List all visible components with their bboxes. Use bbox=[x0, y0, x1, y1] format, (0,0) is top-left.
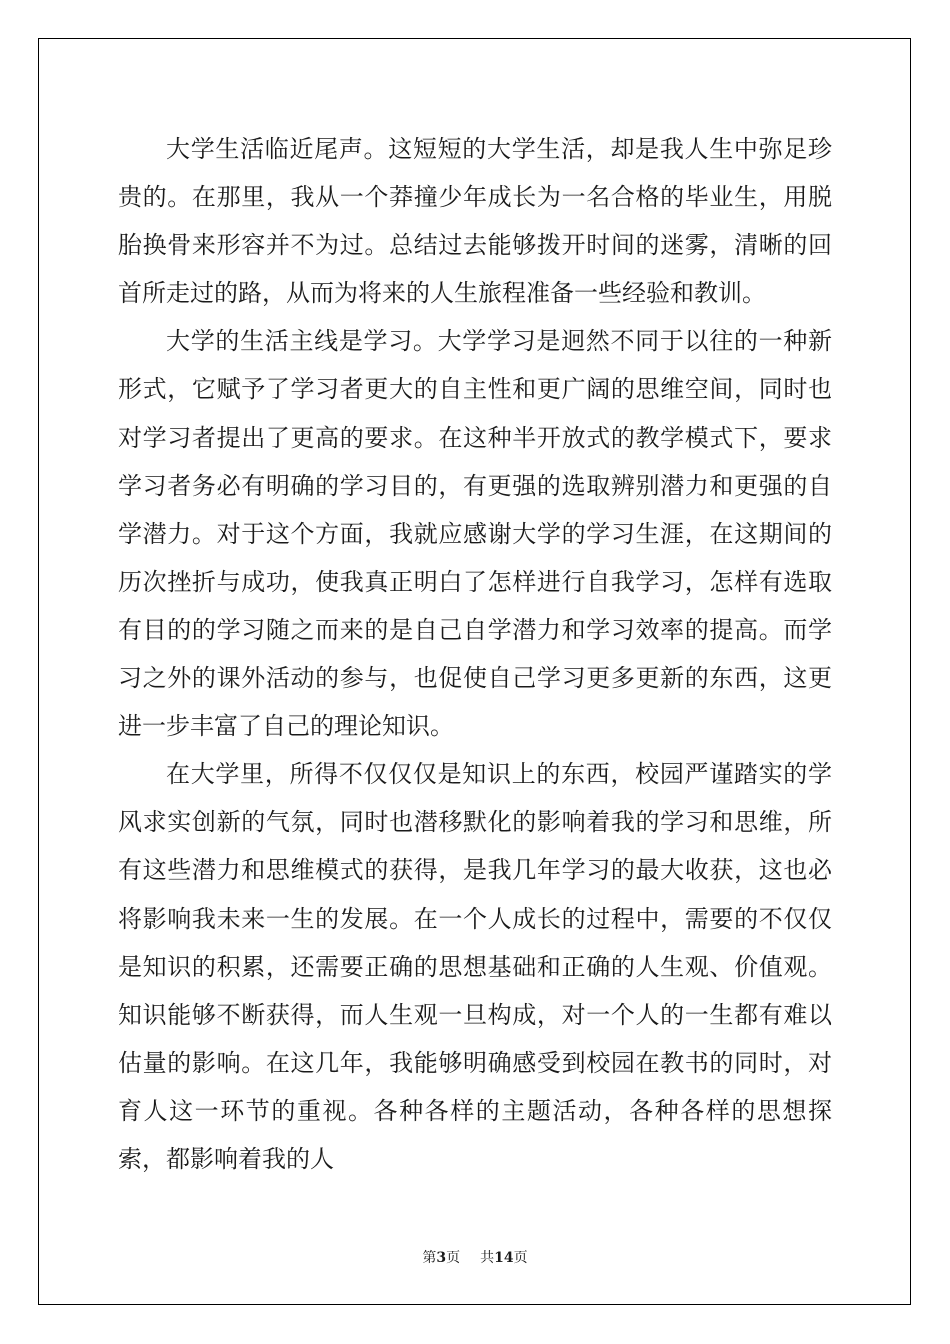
paragraph-2: 大学的生活主线是学习。大学学习是迥然不同于以往的一种新形式，它赋予了学习者更大的自主性和更广阔的思维空间，同时也对学习者提出了更高的要求。在这种半开放式的教学模式下，要求学习者务必有明确的学习目的，有更强的选取辨别潜力和更强的自学潜力。对于这个方面，我就应感谢大学的学习生涯，在这期间的历次挫折与成功，使我真正明白了怎样进行自我学习，怎样有选取有目的的学习随之而来的是自己自学潜力和学习效率的提高。而学习之外的课外活动的参与，也促使自己学习更多更新的东西，这更进一步丰富了自己的理论知识。 bbox=[118, 327, 832, 741]
page-total-number: 14 bbox=[494, 1250, 514, 1266]
page-current-number: 3 bbox=[436, 1250, 447, 1266]
total-prefix: 共 bbox=[480, 1250, 495, 1266]
page-unit: 页 bbox=[446, 1250, 461, 1266]
page-footer bbox=[0, 1247, 950, 1267]
document-body bbox=[118, 125, 832, 1183]
paragraph-3: 在大学里，所得不仅仅仅是知识上的东西，校园严谨踏实的学风求实创新的气氛，同时也潜移默化的影响着我的学习和思维，所有这些潜力和思维模式的获得，是我几年学习的最大收获，这也必将影响我未来一生的发展。在一个人成长的过程中，需要的不仅仅是知识的积累，还需要正确的思想基础和正确的人生观、价值观。知识能够不断获得，而人生观一旦构成，对一个人的一生都有难以估量的影响。在这几年，我能够明确感受到校园在教书的同时，对育人这一环节的重视。各种各样的主题活动，各种各样的思想探索，都影响着我的人 bbox=[118, 760, 832, 1173]
paragraph-1: 大学生活临近尾声。这短短的大学生活，却是我人生中弥足珍贵的。在那里，我从一个莽撞少年成长为一名合格的毕业生，用脱胎换骨来形容并不为过。总结过去能够拨开时间的迷雾，清晰的回首所走过的路，从而为将来的人生旅程准备一些经验和教训。 bbox=[118, 135, 832, 308]
page-prefix: 第 bbox=[422, 1250, 437, 1266]
total-unit: 页 bbox=[513, 1250, 528, 1266]
